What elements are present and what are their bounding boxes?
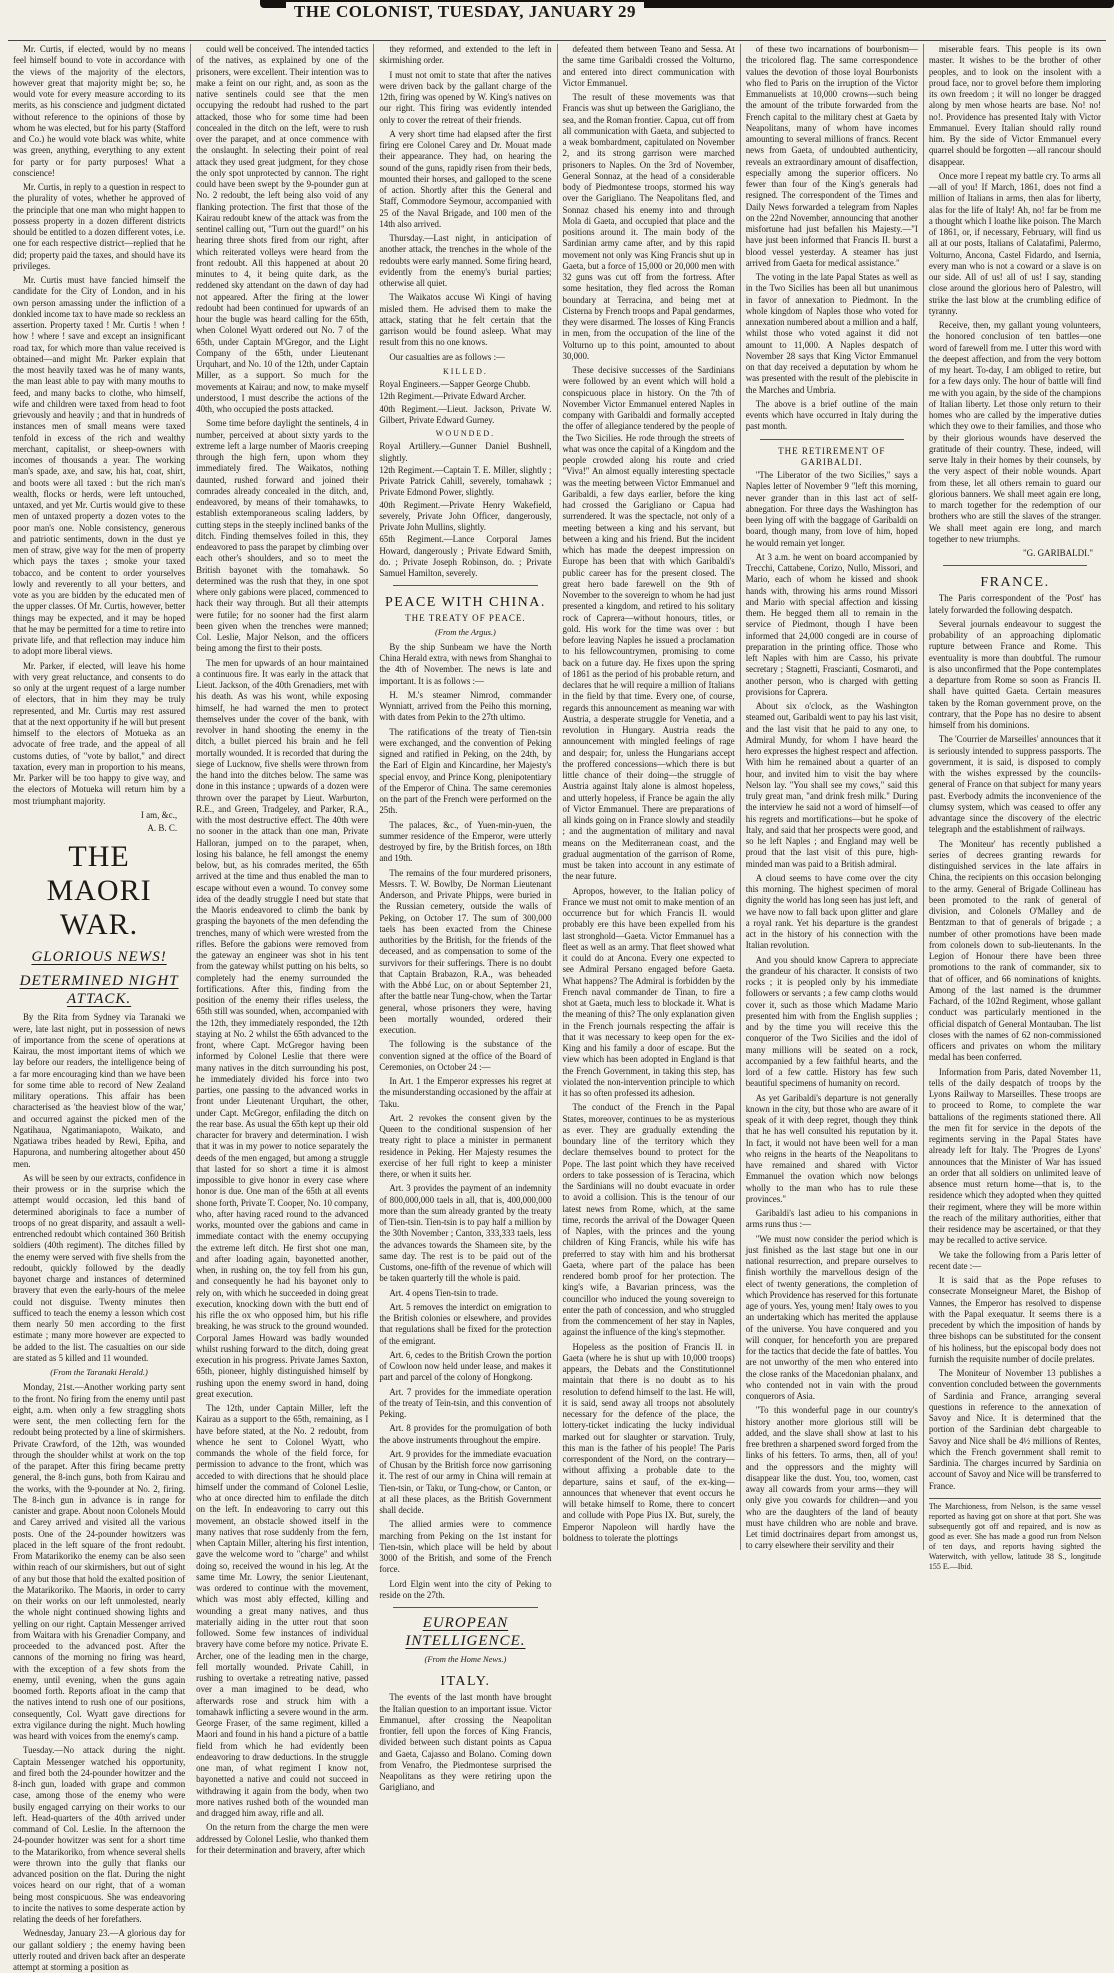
- france-headline: FRANCE.: [980, 575, 1050, 591]
- paragraph: We take the following from a Paris letter of recent date :—: [928, 1249, 1102, 1271]
- european-source-credit: (From the Home News.): [424, 1654, 507, 1664]
- paragraph: The 'Courrier de Marseilles' announces that it is seriously intended to suppress passports. The government, it is said, is disposed to comply with the wishes expressed by the councils-general of France on that subject for many years past. Everbody admits the inconvenience of the clumsy system, which was ceased to offer any advantage since the discovery of the electric telegraph and the establishment of railways.: [928, 734, 1102, 835]
- paragraph: Art. 2 revokes the consent given by the Queen to the conditional suspension of her treaty right to place a minister in permanent residence in Peking. Her Majesty resumes the exercise of her full right to keep a minister there, or when it suits her.: [379, 1112, 552, 1179]
- garibaldi-retirement-headline: THE RETIREMENT OF GARIBALDI.: [778, 445, 886, 467]
- masthead: [200, 0, 1114, 40]
- paragraph: they reformed, and extended to the left in skirmishing order.: [379, 44, 552, 66]
- shipping-footnote: The Marchioness, from Nelson, is the same vessel reported as having got on shore at that port. She was subsequently got off and repaired, and is now as good as ever. She has made a good run from Nelson of ten days, and reports having sighted the Waterwitch, with yellow, latitude 38 S., longitude 155 E.—Ibid.: [929, 1498, 1101, 1572]
- paragraph: Hopeless as the position of Francis II. in Gaeta (where he is shut up with 10,000 troops) appears, the Debats and the Constitutionnel maintain that there is no doubt as to his resolution to defend himself to the last. He will, it is said, send away all troops not absolutely necessary for the defence of the place, the lottery-ticket indicating the lucky individual marked out for slaughter or starvation. Truly, this man is the father of his people! The Paris correspondent of the Nord, on the contrary—without affixing a probable date to the departure, sains et sauf, of the ex-king—announces that whenever that event occurs he will betake himself to Rome, there to concert and collude with Pope Pius IX. But, surely, the Emperor Napoleon will hardly have the boldness to tolerate the plottings: [562, 1341, 735, 1543]
- casualty-list: [379, 366, 551, 580]
- running-head: THE COLONIST, TUESDAY, JANUARY 29: [286, 2, 644, 22]
- battle-account-paragraphs: [196, 44, 368, 1856]
- paragraph: defeated them between Teano and Sessa. At the same time Garibaldi crossed the Volturno, and entered into direct communication with Victor Emmanuel.: [562, 44, 735, 88]
- paragraph: Several journals endeavour to suggest the probability of an approaching diplomatic rupture between France and Rome. This eventuality is more than doubtful. The rumour is also unconfirmed that the Pope contemplates a departure from Rome so soon as Francis II. shall have quitted Gaeta. Certain measures taken by the Roman government prove, on the contrary, that the Pope has no desire to absent himself from his dominions.: [928, 618, 1102, 730]
- paragraph: The voting in the late Papal States as well as in the Two Sicilies has been all but unanimous in favor of annexation to Piedmont. In the whole kingdom of Naples those who voted for annexation numbered about a million and a half, whilst those who voted against it did not amount to 11,000. A Naples despatch of November 28 says that King Victor Emmanuel on that day received a deputation by whom he was presented with the result of the plebiscite in the Marches and Umbria.: [745, 272, 918, 395]
- italy-paragraphs: [379, 1692, 551, 1793]
- italy-summary-paragraphs: [746, 44, 918, 433]
- paragraph: A cloud seems to have come over the city this morning. The highest specimen of moral dignity the world has long seen has just left, and we have now to fall back upon glitter and glare a royal rank. Yet his departure is the grandest act in the history of his connection with the Italian revolution.: [745, 872, 918, 951]
- italy-headline: ITALY.: [440, 1674, 491, 1690]
- column-3: [373, 44, 556, 1793]
- paragraph: could well be conceived. The intended tactics of the natives, as explained by one of the prisoners, were excellent. Their intention was to make a feint on our right, and, as soon as the native sentinels could see that the men occupying the redoubt had rushed to the part attacked, those who for some time had been concealed in the ditch on the left, were to rush over the parapet, and at once commence with the onslaught. In selecting their point of real attack they used great judgment, for they chose the only spot unprotected by cannon. The right could have been swept by the 9-pounder gun at No. 2 redoubt, the left being also void of any flanking protection. The first that those of the Kairau redoubt knew of the attack was from the sentinel calling out, "Turn out the guard!" on his hearing three shots fired from our right, after which reiterated volleys were heard from the front redoubt. All this happened at about 20 minutes to 4, it being quite dark, as the reddened sky attendant on the dawn of day had not appeared. After the firing at the lower redoubt had been continued for upwards of an hour the bugle was heard calling for the 65th, when Colonel Wyatt ordered out No. 7 of the 65th, under Captain M'Gregor, and the Light Company of the 65th, under Lieutenant Urquhart, and No. 10 of the 12th, under Captain Miller, as a support. So much for the movements at Kairau; and now, to make myself understood, I must describe the actions of the 40th, who occupied the posts attacked.: [196, 44, 369, 414]
- paragraph: By the Rita from Sydney via Taranaki we were, late last night, put in possession of news of importance from the scene of operations at Kairau, the most important items of which we lay before our readers, the intelligence being of a far more encouraging kind than we have been for some time able to record of New Zealand military operations. This affair has been characterised as 'the heaviest blow of the war,' and occurred against the picked men of the Ngatihaua, Ngatimaniapoto, Waikato, and Ngatiawa tribes headed by Rewi, Epiha, and Hapurona, and numbering altogether about 450 men.: [13, 1012, 186, 1169]
- paragraph: "The Liberator of the two Sicilies," says a Naples letter of November 9 "left this morning, never grander than in this last act of self-abnegation. For three days the Washington has been lying off with the baggage of Garibaldi on board, though many, from love of him, hoped he would remain yet longer.: [745, 470, 918, 548]
- paragraph: The following is the substance of the convention signed at the office of the Board of Ceremonies, on October 24 :—: [379, 1039, 552, 1072]
- paragraph: The 'Moniteur' has recently published a series of decrees granting rewards for distinguished services in the late affairs in China, the recipients on this occasion belonging to the army. General of Brigade Collineau has been promoted to the rank of general of division, and Colonels O'Malley and de Bentzman to that of generals of brigade ; a number of other promotions have been made from colonels down to sub-lieutenants. In the Legion of Honour there have been three promotions to the rank of commander, six to that of officer, and 66 nominations of knights. Among of the last named is the drummer Fachard, of the 102nd Regiment, whose gallant conduct was particularly mentioned in the official dispatch of General Montauban. The list closes with the names of 62 non-commissioned officers and privates on whom the military medal has been conferred.: [928, 838, 1102, 1063]
- paragraph: 40th Regiment.—Lieut. Jackson, Private W. Gilbert, Private Edward Gurney.: [379, 403, 552, 425]
- paragraph: Mr. Parker, if elected, will leave his home with very great reluctance, and consents to do so only at the urgent request of a large number of electors, that in him they may be truly represented, and Mr. Curtis may rest assured that at the next opportunity if he will but present himself to the electors of Motueka as an advocate of free trade, and the appeal of all customs duties, of "vote by ballot," and direct taxation, every man in proportion to his means, Mr. Parker will be too happy to give way, and the electors of Motueka will return him by a most triumphant majority.: [13, 660, 186, 806]
- paragraph: Art. 6, cedes to the British Crown the portion of Cowloon now held under lease, and makes it part and parcel of the colony of Hongkong.: [379, 1349, 552, 1383]
- columns: [8, 44, 1106, 1972]
- paragraph: About six o'clock, as the Washington steamed out, Garibaldi went to pay his last visit, and the last visit that he paid to any one, to Admiral Mundy, for whom I have heard the hero expresses the highest respect and affection. With him he remained about a quarter of an hour, and invited him to visit the bay where Nelson lay. "You shall see my cows," said this truly great man, "and drink fresh milk." During the interview he said not a word of himself—of his regrets and mortifications—but he spoke of Italy, and said that her prospects were good, and so he left Naples ; and England may well be proud that the last visit of this pure, high-minded man was paid to a British admiral.: [745, 701, 918, 869]
- paragraph: These decisive successes of the Sardinians were followed by an event which will hold a conspicuous place in history. On the 7th of November Victor Emmanuel entered Naples in company with Garibaldi and formally accepted the offer of allegiance tendered by the people of the Two Sicilies. He rode through the streets of what was once the capital of a Kingdom and the people crowded along his route and cried "Viva!" An almost equally interesting spectacle was the meeting between Victor Emmanuel and Garibaldi, a few days earlier, before the king had crossed the Garigliano or Capua had surrendered. It was the spectacle, not only of a meeting between a king and his servant, but between a king and his friend. But the incident which has made the deepest impression on Europe has been that with which Garibaldi's public career has for the present closed. The great hero bade farewell on the 9th of November to the sovereign to whom he had just presented a kingdom, and retired to his solitary rock of Caprera—without honours, titles, or gold. His work for the time was over : but before leaving Naples he issued a proclamation to his fellowcountrymen, promising to come back on a future day. He fixes upon the spring of 1861 as the period of his probable return, and declares that he will require a million of Italians in the field by that time. Every one, of course, regards this announcement as meaning war with Austria, a desperate struggle for Venetia, and a revolution in Hungary. Austria reads the announcement with mingled feelings of rage and despair; for, unless the Hungarians accept the proffered concessions—which there is but little chance of their doing—the struggle of Austria against Italy alone is almost hopeless, and utterly hopeless, if France be again the ally of Victor Emmanuel. There are preparations of all kinds going on in France slowly and steadily ; and the augmentation of military and naval means on the Mediterranean coast, and the gradual augmentation of the garrison of Rome, must be taken into account in any estimate of the near future.: [562, 365, 735, 882]
- killed-list: [379, 379, 551, 426]
- garibaldi-paragraphs: [746, 470, 918, 1552]
- paragraph: Royal Engineers.—Sapper George Chubb.: [379, 379, 531, 389]
- paragraph: H. M.'s steamer Nimrod, commander Wynniatt, arrived from the Peiho this morning, with dates from Pekin to the 27th ultimo.: [379, 689, 552, 723]
- paragraph: of these two incarnations of bourbonism—the tricolored flag. The same correspondence values the devotion of those loyal Bourbonists who fled to Paris on the irruption of the Victor Emmanuelists at 10,000 crowns—such being the amount of the tribute forwarded from the French capital to the military chest at Gaeta by Neapolitans, many of whom have incomes amounting to several millions of francs. Recent news from Gaeta, of undoubted authenticity, reveals an extraordinary amount of disaffection, especially among the superior officers. No fewer than four of the King's generals had resigned. The correspondent of the Times and Daily News forwarded a telegram from Naples on the 22nd November, announcing that another misfortune had just befallen his Majesty.—"I have just been informed that Francis II. burst a blood vessel yesterday. A steamer has just arrived from Gaeta for medical assistance.": [745, 44, 918, 268]
- paragraph: miserable fears. This people is its own master. It wishes to be the brother of other peoples, and to look on the insolent with a proud face, nor to grovel before them imploring its own freedom ; it will no longer be dragged along by men whose hearts are base. No! no! no!. Providence has presented Italy with Victor Emmanuel. Every Italian should rally round him. By the side of Victor Emmanuel every quarrel should be forgotten —all rancour should disappear.: [928, 44, 1102, 167]
- paragraph: Mr. Curtis, if elected, would by no means feel himself bound to vote in accordance with the views of the majority of the electors, however great that majority might be; so, he would vote for every measure according to its merits, as his conscience and judgment dictated without reference to the opinions of those by whom he was elected, but for his party (Stafford and Co.) he would vote black was white, white was green, anything, everything to any extent for party or for party purposes! What a conscience!: [13, 44, 186, 178]
- paragraph: Royal Artillery.—Gunner Daniel Bushnell, slightly.: [379, 441, 552, 463]
- paragraph: The Waikatos accuse Wi Kingi of having misled them. He advised them to make the attack, stating that he felt certain that the garrison would be found asleep. What may result from this no one knows.: [379, 292, 552, 348]
- paragraph: The ratifications of the treaty of Tien-tsin were exchanged, and the convention of Peking signed and ratified in Peking, on the 24th, by the Earl of Elgin and Kincardine, her Majesty's special envoy, and Prince Kong, plenipotentiary of the Emperor of China. The same ceremonies on the part of the French were performed on the 25th.: [379, 726, 552, 816]
- paragraph: 40th Regiment.—Private Henry Wakefield, severely, Private John Officer, dangerously, Private John Mullins, slightly.: [379, 499, 552, 532]
- letter-paragraphs: [13, 44, 185, 807]
- column-4: [557, 44, 740, 1550]
- paragraph: 65th Regiment.—Lance Corporal James Howard, dangerously ; Private Edward Smith, do. ; Private Joseph Robinson, do. ; Private Samuel Hamilton, severely.: [379, 534, 552, 578]
- paragraph: Art. 8 provides for the promulgation of both the above instruments throughout the empire.: [379, 1423, 552, 1445]
- paragraph: The above is a brief outline of the main events which have occurred in Italy during the past month.: [745, 398, 918, 432]
- paragraph: The Moniteur of November 13 publishes a convention concluded between the governments of Sardinia and France, arranging several questions in reference to the annexation of Savoy and Nice. It is determined that the portion of the Sardinian debt chargeable to Savoy and Nice shall be 4½ millions of Rentes, which the French government shall remit to Sardinia. The charges incurred by Sardinia on account of Savoy and Nice will be transferred to France.: [928, 1368, 1102, 1491]
- paragraph: As will be seen by our extracts, confidence in their prowess or in the surprise which the attempt would occasion, led this band of determined aboriginals to face a number of troops of no great disparity, and assault a well-entrenched redoubt which contained 360 British soldiers (40th regiment). The ditches filled by the enemy were served with five shells from the redoubt, quickly followed by the deadly bayonet charge and instances of determined bravery that even the early-hours of the melee could not disguise. Twenty minutes then sufficed to teach the enemy a lesson which cost them nearly 50 men according to the first estimate ; many more however are expected to be added to the list. The casualties on our side are stated as 5 killed and 11 wounded.: [13, 1172, 186, 1363]
- column-6: [923, 44, 1106, 1571]
- killed-heading: KILLED.: [442, 366, 488, 376]
- paragraph: The result of these movements was that Francis was shut up between the Garigliano, the sea, and the Roman frontier. Capua, cut off from all communication with Gaeta, and subjected to a weak bombardment, capitulated on November 2, and its strong garrison were marched prisoners to Naples. On the 3rd of November, General Sonnaz, at the head of a considerable body of Piedmontese troops, stormed his way over the Garigliano. The Neapolitans fled, and Sonnaz chased his enemy into and through Mola di Gaeta, and occupied that place and the positions around it. The main body of the Sardinian army came after, and by this rapid movement not only was King Francis shut up in Gaeta, but a force of 15,000 or 20,000 men with 32 guns was cut off from the fortress. After some hesitation, they fled across the Roman boundary at Terracina, and being met at Cisterna by French troops and Papal gendarmes, they were disarmed. The losses of King Francis in men, from the occupation of the line of the Volturno up to this point, amounted to about 30,000.: [562, 92, 735, 361]
- column-1: [8, 44, 190, 1972]
- paragraph: In Art. 1 the Emperor expresses his regret at the misunderstanding occasioned by the affair at Taku.: [379, 1076, 552, 1109]
- paragraph: Wednesday, January 23.—A glorious day for our gallant soldiery ; the enemy having been utterly routed and driven back after an desperate attempt at storming a position as: [13, 1928, 186, 1972]
- paragraph: 12th Regiment.—Private Edward Archer.: [379, 391, 526, 402]
- letter-signoff: I am, &c.,: [140, 809, 178, 820]
- paragraph: The events of the last month have brought the Italian question to an important issue. Victor Emmanuel, after crossing the Neapolitan frontier, fell upon the forces of King Francis, divided between such distant points as Capua and Gaeta, Cajasso and Bolano. Coming down from Venafro, the Piedmontese surprised the Neapolitans as they were retiring upon the Garigliano, and: [379, 1692, 552, 1793]
- france-paragraphs: [929, 593, 1101, 1492]
- wounded-heading: WOUNDED.: [435, 429, 496, 438]
- paragraph: I must not omit to state that after the natives were driven back by the gallant charge of the 12th, firing was opened by W. King's natives on our right. This firing was evidently intended only to cover the retreat of their friends.: [379, 69, 552, 125]
- paragraph: Art. 4 opens Tien-tsin to trade.: [389, 1287, 499, 1298]
- paragraph: It is said that as the Pope refuses to consecrate Monseigneur Maret, the Bishop of Vannes, the Emperor has resolved to dispense with the Papal exequatur. It seems there is a precedent by which the imposition of hands by three bishops can be substituted for the consent of his holiness, but the episcopal body does not furnish the requisite number of docile prelates.: [928, 1275, 1102, 1364]
- paragraph: Art. 9 provides for the immediate evacuation of Chusan by the British force now garrisoning it. The rest of our army in China will remain at Tien-tsin, or Taku, or Tung-chow, or Canton, or at all these places, as the British Government shall decide.: [379, 1448, 552, 1515]
- column-2: [190, 44, 373, 1855]
- paragraph: Information from Paris, dated November 11, tells of the daily despatch of troops by the Lyons Railway to Marseilles. These troops are to proceed to Rome, to complete the war battalions of the regiments stationed there. All the men fit for service in the depots of the regiments serving in the Papal States have already left for Italy. The 'Progres de Lyons' announces that the Minister of War has issued an order that all soldiers on unlimited leave of absence must return home—that is, to the residence which they adopted when they quitted their regiment, where they will be more within the reach of the military authorities, either that their residence may be ascertained, or that they may be recalled to active service.: [928, 1066, 1102, 1246]
- paragraph: Thursday.—Last night, in anticipation of another attack, the trenches in the whole of the redoubts were early manned. Some firing heard, evidently from the enemy's burial parties; otherwise all quiet.: [379, 233, 552, 288]
- china-paragraphs: [379, 642, 551, 1601]
- section-divider: [760, 439, 904, 440]
- paragraph: Monday, 21st.—Another working party sent to the front. No firing from the enemy until past eight, a.m. when only a few straggling shots were sent, the men collecting fern for the redoubt being protected by a line of skirmishers. Private Crawford, of the 12th, was wounded through the shoulder whilst at work on the top of the parapet. After this firing became pretty general, the 8-inch guns, both from Kairau and the works, with the 9-pounder at No. 2, firing. The 8-inch gun in advance is in range for canister and grape. About noon Colonels Mould and Carey arrived and visited all the various posts. One of the 24-pounder howitzers was placed in the left square of the front redoubt. From Matarikoriko the enemy can be also seen within reach of our skirmishers, but out of sight of any but those that hold the exalted position of the Matarikoriko. The Maoris, in order to carry on their works on our left unmolested, nearly the whole night continued showing lights and yelling on our right. Captain Messenger arrived from Waitara with his Grenadier Company, and proceeded to the advanced post. After the cannons of the morning no firing was heard, with the exception of a few shots from the enemy, until evening, when the guns again boomed forth. Reports afloat in the camp that the natives intend to rush one of our positions, consequently, Col. Wyatt gave directions for extra vigilance during the night. Much howling was heard with voices from the enemy's camp.: [13, 1382, 186, 1741]
- paragraph: And you should know Caprera to appreciate the grandeur of his character. It consists of two rocks ; it is peopled only by his immediate followers or servants ; a few camp cloths would cover it, such as those which Madame Mario presented him with from the English supplies ; and by the time you will receive this the conqueror of the Two Sicilies and the idol of many millions will be seated on a rock, accompanied by a few faithful hearts, and the lord of a few cattle. History has few such beautiful specimens of humanity on record.: [745, 954, 918, 1089]
- paragraph: The conduct of the French in the Papal States, moreover, continues to be as mysterious as ever. They are gradually extending the boundary line of the territory which they declare themselves bound to protect for the Pope. The last point which they have received orders to take possession of is Teracina, which the Sardinians will no doubt evacuate in order to avoid a collision. This is the tenour of our latest news from Rome, which, at the same time, records the arrival of the Dowager Queen of Naples, with the princes and the young children of King Francis, while his wife has preferred to stay with him and his brothersat Gaeta, where part of the palace has been rendered bomb proof for her protection. The king's wife, a Bavarian princess, was the councillor who induced the young sovereign to enter the path of concession, and who struggled from the commencement of her stay in Naples, against the influence of the king's stepmother.: [562, 1102, 735, 1338]
- war-paragraphs: [13, 1012, 185, 1364]
- section-divider: [393, 585, 537, 586]
- paragraph: By the ship Sunbeam we have the North China Herald extra, with news from Shanghai to the 4th of November. The news is late and important. It is as follows :—: [379, 641, 552, 686]
- wounded-list: [379, 441, 551, 579]
- paragraph: The remains of the four murdered prisoners, Messrs. T. W. Bowlby, De Norman Lieutenant Anderson, and Private Phipps, were buried in the Russian cemetery, outside the walls of Peking, on October 17. The sum of 300,000 taels has been exacted from the Chinese authorities by the British, for the friends of the deceased, and as compensation to some of the survivors for their sufferings. There is no doubt that Captain Brabazon, R.A., was beheaded with the Abbé Luc, on or about September 21, after the battle near Tung-chow, when the Tartar general, whose prisoners they were, having been mortally wounded, ordered their execution.: [379, 867, 552, 1035]
- paragraph: A very short time had elapsed after the first firing ere Colonel Carey and Dr. Mouat made their appearance. They had, on hearing the sound of the guns, rapidly risen from their beds, mounted their horses, and galloped to the scene of action. Shortly after this the General and Staff, Commodore Seymour, accompanied with 25 of the Naval Brigade, and 100 men of the 14th also arrived.: [379, 128, 552, 229]
- night-attack-subhead: DETERMINED NIGHT ATTACK.: [19, 973, 179, 1008]
- section-divider: [393, 1607, 537, 1608]
- garibaldi-address-paragraphs: [929, 44, 1101, 545]
- paragraph: The palaces, &c., of Yuen-min-yuen, the summer residence of the Emperor, were utterly destroyed by fire, by the British forces, on 18th and 19th.: [379, 819, 552, 864]
- glorious-news-subhead: GLORIOUS NEWS!: [31, 949, 167, 966]
- paragraph: Mr. Curtis, in reply to a question in respect to the plurality of votes, whether he approved of the principle that one man who might happen to possess property in a dozen different districts should be entitled to a dozen different votes, i.e. one for each respective district—replied that he did; property paid the taxes, and should have its privileges.: [13, 182, 186, 271]
- paragraph: "We must now consider the period which is just finished as the last stage but one in our national resurrection, and prepare ourselves to finish worthily the marvellous design of the elect of twenty generations, the completion of which Providence has reserved for this fortunate age of yours. Yes, young men! Italy owes to you an undertaking which has merited the applause of the universe. You have conquered and you will conquer, for henceforth you are prepared for the tactics that decide the fate of battles. You are not unworthy of the men who entered into the close ranks of the Macedonian phalanx, and who contended not in vain with the proud conquerors of Asia.: [745, 1233, 918, 1401]
- paragraph: Art. 5 removes the interdict on emigration to the British colonies or elsewhere, and provides that regulations shall be fixed for the protection of the emigrant.: [379, 1301, 552, 1346]
- paragraph: Once more I repeat my battle cry. To arms all—all of you! If March, 1861, does not find a million of Italians in arms, then alas for liberty, alas for the life of Italy! Ah, no! far be from me a thought which I loathe like poison. The March of 1861, or, if necessary, February, will find us all at our posts, Italians of Calatafimi, Palermo, Volturno, Ancona, Castel Fidardo, and Isernia, every man who is not a coward or a slave is on our side. All of us! all of us! I say, standing close around the glorious hero of Palestro, will strike the last blow at the crumbling edifice of tyranny.: [928, 170, 1102, 316]
- paragraph: Art. 3 provides the payment of an indemnity of 800,000,000 taels in all, that is, 400,000,000 more than the sum already granted by the treaty of Tien-tsin. Tien-tsin is to pay half a million by the 30th November ; Canton, 333,333 taels, less the advances towards the Shameen site, by the same day. The rest is to be paid out of the Customs, one-fifth of the revenue of which will be taken quarterly till the whole is paid.: [379, 1183, 552, 1284]
- paragraph: The 12th, under Captain Miller, left the Kairau as a support to the 65th, remaining, as I have before stated, at the No. 2 redoubt, from whence he sent to Colonel Wyatt, who commands the whole of the field force, for permission to advance to the front, which was acceded to with directions that he should place himself under the command of Colonel Leslie, who at once directed him to enfilade the ditch on the left. In endeavoring to carry out this movement, an obstacle showed itself in the many natives that rose suddenly from the fern, when Captain Miller, altering his first intention, gave the welcome word to "charge" and whilst doing so, received the wound in his leg. At the same time Mr. Lowry, the senior Lieutenant, was ordered to continue with the movement, which was most ably effected, killing and wounding a great many natives, and thus materially aiding in the utter rout that soon followed. Some few instances of individual bravery have come before my notice. Private E. Archer, one of the leading men in the charge, fell mortally wounded. Private Cahill, in rushing to overtake a retreating native, passed over a man imagined to be dead, who afterwards rose and struck him with a tomahawk inflicting a severe wound in the arm. George Fraser, of the same regiment, killed a Maori and found in his hand a picture of a battle field from which he had evidently been endeavoring to draw deductions. In the struggle one man, of what regiment I know not, bayonetted a native and could not succeed in withdrawing it again from the body, when two more natives rushed both of the wounded man and dragged him away, rifle and all.: [196, 1403, 369, 1818]
- paragraph: Garibaldi's last adieu to his companions in arms runs thus :—: [745, 1208, 918, 1230]
- letter-signature: A. B. C.: [147, 823, 178, 833]
- maori-war-headline: THE MAORI WAR.: [46, 840, 152, 942]
- casualties-intro: Our casualties are as follows :—: [389, 351, 505, 362]
- paragraph: The Paris correspondent of the 'Post' has lately forwarded the following despatch.: [928, 593, 1102, 615]
- italy-continued-paragraphs: [563, 44, 735, 1544]
- european-intelligence-headline: EUROPEAN INTELLIGENCE.: [405, 1615, 526, 1649]
- war-source-credit: (From the Taranaki Herald.): [50, 1367, 148, 1377]
- paragraph: Lord Elgin went into the city of Peking to reside on the 27th.: [379, 1578, 552, 1600]
- top-rule: [8, 40, 1106, 41]
- paragraph: Some time before daylight the sentinels, 4 in number, perceived at about sixty yards to the extreme left a large number of Maoris creeping through the high fern, upon whom they immediately fired. The Waikatos, nothing daunted, rushed forward and joined their comrades already concealed in the ditch, and, endeavored, by means of their tomahawks, to establish extemporaneous scaling ladders, by cutting steps in the steeply inclined banks of the ditch. Finding themselves foiled in this, they endeavored to pass the parapet by climbing over each other's shoulders, and so to meet the British bayonet with the tomahawk. So determined was the rush that they, in one spot where only gabions were placed, commenced to hack their way through. But all their attempts were futile; for no sooner had the first alarm been given when the trenches were manned; Col. Leslie, Major Nelson, and the officers being among the first to their posts.: [196, 418, 369, 654]
- china-subhead: THE TREATY OF PEACE.: [405, 613, 526, 624]
- column-5: [740, 44, 923, 1550]
- paragraph: On the return from the charge the men were addressed by Colonel Leslie, who thanked them for their determination and bravery, after which: [196, 1822, 369, 1855]
- paragraph: As yet Garibaldi's departure is not generally known in the city, but those who are aware of it speak of it with deep regret, though they think that he has well consulted his reputation by it. In fact, it would not have been well for a man who reigns in the hearts of the Neapolitans to have remained and shared with Victor Emmanuel the ovation which now belongs wholly to the man who has to rule these provinces.": [745, 1092, 918, 1204]
- china-headline: PEACE WITH CHINA.: [384, 595, 546, 611]
- paragraph: The men for upwards of an hour maintained a continuous fire. It was early in the attack that Lieut. Jackson, of the 40th Grenadiers, met with his death. As was his wont, while exposing himself, he had warned the men to protect themselves under the cover of the bank, with revolver in hand shooting the enemy in the ditch, a bullet pierced his brain and he fell mortally wounded. It is recorded that during the siege of Lucknow, five shells were thrown from the hand into the ditches below. The same was done in this instance ; upwards of a dozen were thrown over the parapet by Lieut. Warburton, R.E., and Green, Tradgeley, and Parker, R.A., with the most destructive effect. The 40th were no sooner in the attack than one man, Private Halloran, jumped on to the parapet, when, losing his balance, he fell amongst the enemy below, but, as his comrades merited, the 65th arrived at the time and thus enabled the man to escape without even a wound. To convey some idea of the deadly struggle I need but state that the Maoris endeavored to climb the bank by grasping the bayonets of the men defending the trenches, many of which were wrested from the rifles. Before the gabions were removed from the gateway an engineer was shot in his tent from the gateway whilst putting on his belts, so completely had the enemy surrounded the fortifications. After this, finding from the position of the enemy their rifles useless, the 65th still was sounded, when, accompanied with the 12th, they immediately responded, the 12th staying at No. 2 whilst the 65th advanced to the front, where Capt. McGregor having been informed by Colonel Leslie that there were many natives in the ditch surrounding his post, he immediately divided his force into two parties, one passing to the advanced works in front under Lieutenant Urquhart, the other, under Capt. McGregor, enfilading the ditch on the rear base. As usual the 65th kept up their old character for bravery and determination. I wish that it was in my power to notice separately the deeds of the men engaged, but among a struggle that lasted for so short a time it is almost impossible to give honor in every case where honor is due. One man of the 65th at all events shone forth, Private T. Cooper, No. 10 company, who, after having raced round to the advanced works, mounted over the gabions and came in immediate contact with the enemy occupying the extreme left ditch. He first shot one man, and after loading again, bayonetted another, when, in rushing on, the toy fell from his gun, and consequently he had his bayonet only to rely on, with which he succeeded in doing great execution, knocking down with the butt end of his rifle the ox who opposed him, but his rifle breaking, he was struck to the ground wounded. Corporal James Howard was badly wounded whilst rushing forward to the ditch, doing great execution in his progress. Private James Saxton, 65th, pioneer, highly distinguished himself by rushing upon the enemy sword in hand, doing great execution.: [196, 657, 369, 1399]
- paragraph: Tuesday.—No attack during the night. Captain Messenger watched his opportunity, and fired both the 24-pounder howitzer and the 8-inch gun, loaded with grape and common case, among those of the enemy who were busily engaged carrying on their works to our left. Head-quarters of the 40th arrived under command of Col. Leslie. In the afternoon the 24-pounder howitzer was sent for a short time to the Matarikoriko, from whence several shells were thrown into the gully that flanks our advanced position on the flat. During the night voices heard on our right, that of a woman being most conspicuous. She was endeavoring to incite the natives to some desperate action by relating the deeds of her forefathers.: [13, 1745, 186, 1924]
- paragraph: Art. 7 provides for the immediate operation of the treaty of Tein-tsin, and this convention of Peking.: [379, 1386, 552, 1419]
- paragraph: The allied armies were to commence marching from Peking on the 1st instant for Tien-tsin, which place will be held by about 3000 of the British, and some of the French force.: [379, 1519, 552, 1575]
- paragraph: Receive, then, my gallant young volunteers, the honored conclusion of ten battles—one word of farewell from me. I utter this word with the deepest affection, and from the very bottom of my heart. To-day, I am obliged to retire, but for a few days only. The hour of battle will find me with you again, by the side of the champions of Italian liberty. Let those only return to their homes who are called by the imperative duties which they owe to their families, and those who by their glorious wounds have deserved the gratitude of their country. These, indeed, will serve Italy in their homes by their counsels, by the very aspect of their noble wounds. Apart from these, let all others remain to guard our glorious banners. We shall meet again ere long, to march together for the redemption of our brothers who are still the slaves of the stranger. We shall meet again ere long, and march together to new triumphs.: [928, 320, 1102, 544]
- garibaldi-signature: "G. GARIBALDI.": [1022, 548, 1094, 558]
- paragraph: Apropos, however, to the Italian policy of France we must not omit to make mention of an occurrence but for which Francis II. would probably ere this have been expelled from his last stronghold—Gaeta. Victor Emmanuel has a fleet as well as an army. That fleet showed what it could do at Ancona. Every one expected to see Admiral Persano engaged before Gaeta. What happens? The Admiral is forbidden by the French naval commander de Tinan, to fire a shot at Gaeta, much less to blockade it. What is the meaning of this? The only explanation given in the French journals respecting the affair is that it was necessary to keep open for the ex-King and his family a door of escape. But the view which has been adopted in England is that the French Government, in taking this step, has violated the non-intervention principle to which it has so often professed its adhesion.: [562, 885, 735, 1098]
- paragraph: "To this wonderful page in our country's history another more glorious still will be added, and the slave shall show at last to his free brethren a sharpened sword forged from the links of his fetters. To arms, then, all of you! and the oppressors and the mighty will disappear like the dust. You, too, women, cast away all cowards from your arms—they will only give you cowards for children—and you who are the daughters of the land of beauty must have children who are noble and brave. Let timid doctrinaires depart from amongst us, to carry elsewhere their servility and their: [745, 1405, 918, 1551]
- paragraph: At 3 a.m. he went on board accompanied by Trecchi, Cattabene, Corizo, Nullo, Missori, and Mario, each of whom he kissed and shook hands with, throwing his arms round Missori and Mario with special affection and kissing them. He begged them all to remain in the service of Piedmont, though I have been informed that 24,000 congedi are in course of preparation in the printing office. Those who left Naples with him are Casso, his private secretary ; Stagnetti, Frascianti, Cosmaroti, and another person, who is charged with getting provisions for Caprera.: [745, 551, 918, 697]
- china-source-credit: (From the Argus.): [435, 626, 496, 637]
- paragraph: Mr. Curtis must have fancied himself the candidate for the City of London, and in his own person amassing under the infliction of a donkled income tax to have made so reckless an assertion. Property taxed ! Mr. Curtis ! when ! how ! where ! save and except an insignificant road tax, for which more than value received is obtained—and might Mr. Parker explain that the most heavily taxed was he of many wants, the man least able to pay with many mouths to feed, and many backs to clothe, who himself, wife and children were taxed from head to foot grievously and heavily ; and that in hundreds of instances men of small means were taxed tenfold in excess of the rich and wealthy merchant, capitalist, or sheep-owners with incomes of thousands a year. The working man's spade, axe, and saw, his hat, coat, shirt, and boots were all taxed : but the rich man's wealth, flocks or herds, were left untouched, untaxed, and yet Mr. Curtis would give to these men of untaxed property a dozen votes to the poor man's one. Noble consistency, generous and patriotic sentiments, down in the dust ye men of straw, give way for the men of property which pays the taxes ; smoke your taxed tobacco, and be content to order yourselves lowly and reverently to all your betters, and vote as you are bidden by the educated men of the upper classes. Of Mr. Curtis, however, better things may be expected, and it may be hoped that he may be permitted for a time to retire into private life, and that reflection may induce him to adopt more liberal views.: [13, 275, 186, 657]
- war-diary-paragraphs: [13, 1382, 185, 1973]
- section-divider: [943, 565, 1087, 566]
- paragraph: 12th Regiment.—Captain T. E. Miller, slightly ; Private Patrick Cahill, severely, tomahawk ; Private Edmond Power, slightly.: [379, 464, 552, 498]
- battle-aftermath-paragraphs: [379, 44, 551, 349]
